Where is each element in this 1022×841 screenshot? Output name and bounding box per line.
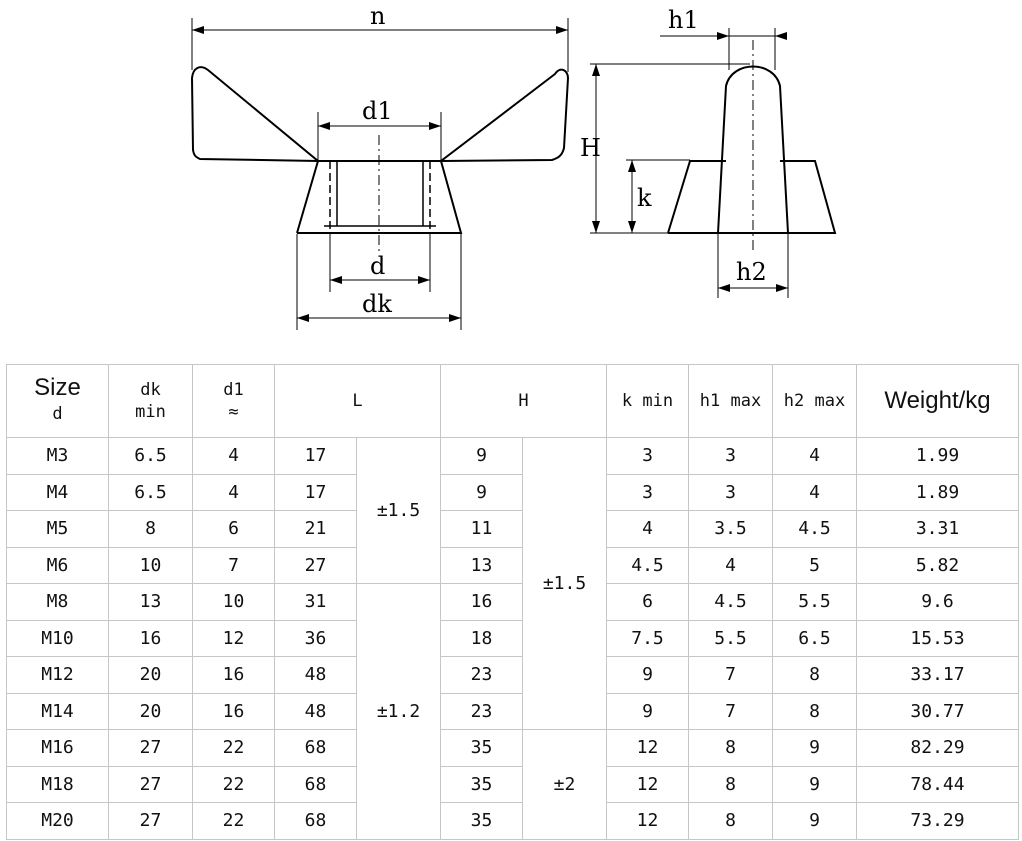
cell-h1: 7 bbox=[689, 657, 773, 694]
cell-L: 36 bbox=[275, 620, 357, 657]
cell-h2: 5 bbox=[773, 547, 857, 584]
cell-L: 48 bbox=[275, 693, 357, 730]
label-d1: d1 bbox=[362, 97, 393, 125]
cell-size: M4 bbox=[7, 474, 109, 511]
cell-dk: 16 bbox=[109, 620, 193, 657]
cell-k: 4 bbox=[607, 511, 689, 548]
label-k: k bbox=[637, 184, 652, 212]
cell-size: M16 bbox=[7, 730, 109, 767]
label-d: d bbox=[370, 252, 386, 280]
dimension-table bbox=[6, 364, 1019, 840]
cell-L: 27 bbox=[275, 547, 357, 584]
cell-H: 18 bbox=[441, 620, 523, 657]
cell-d1: 10 bbox=[193, 584, 275, 621]
cell-dk: 8 bbox=[109, 511, 193, 548]
cell-h1: 8 bbox=[689, 730, 773, 767]
table-row bbox=[7, 693, 1019, 730]
cell-d1: 4 bbox=[193, 474, 275, 511]
cell-d1: 22 bbox=[193, 803, 275, 840]
cell-size: M5 bbox=[7, 511, 109, 548]
cell-d1: 16 bbox=[193, 693, 275, 730]
cell-d1: 6 bbox=[193, 511, 275, 548]
cell-H: 23 bbox=[441, 693, 523, 730]
header-dk: dk min bbox=[109, 365, 193, 438]
cell-dk: 27 bbox=[109, 730, 193, 767]
cell-h1: 3 bbox=[689, 438, 773, 475]
cell-h1: 5.5 bbox=[689, 620, 773, 657]
cell-d1: 22 bbox=[193, 766, 275, 803]
cell-weight: 15.53 bbox=[857, 620, 1019, 657]
cell-L: 68 bbox=[275, 803, 357, 840]
header-L: L bbox=[275, 365, 441, 438]
cell-H-tolerance: ±2 bbox=[523, 730, 607, 840]
header-weight: Weight/kg bbox=[857, 365, 1019, 438]
cell-weight: 5.82 bbox=[857, 547, 1019, 584]
side-view bbox=[590, 28, 835, 298]
cell-h2: 9 bbox=[773, 803, 857, 840]
cell-size: M3 bbox=[7, 438, 109, 475]
cell-H: 16 bbox=[441, 584, 523, 621]
cell-H: 35 bbox=[441, 803, 523, 840]
label-dk: dk bbox=[362, 290, 392, 318]
cell-h1: 4.5 bbox=[689, 584, 773, 621]
label-h2: h2 bbox=[736, 258, 767, 286]
cell-size: M14 bbox=[7, 693, 109, 730]
table-row bbox=[7, 474, 1019, 511]
header-h2: h2 max bbox=[773, 365, 857, 438]
wing-nut-drawing bbox=[0, 0, 1022, 345]
cell-L-tolerance: ±1.5 bbox=[357, 438, 441, 584]
cell-d1: 7 bbox=[193, 547, 275, 584]
cell-H: 23 bbox=[441, 657, 523, 694]
cell-h2: 4.5 bbox=[773, 511, 857, 548]
cell-size: M10 bbox=[7, 620, 109, 657]
cell-k: 12 bbox=[607, 730, 689, 767]
cell-size: M20 bbox=[7, 803, 109, 840]
cell-L-tolerance: ±1.2 bbox=[357, 584, 441, 840]
header-d1: d1 ≈ bbox=[193, 365, 275, 438]
cell-dk: 27 bbox=[109, 766, 193, 803]
side-view-outline bbox=[668, 161, 835, 233]
header-h1: h1 max bbox=[689, 365, 773, 438]
front-view-outline bbox=[192, 67, 568, 233]
cell-k: 12 bbox=[607, 766, 689, 803]
cell-k: 6 bbox=[607, 584, 689, 621]
cell-L: 68 bbox=[275, 730, 357, 767]
label-h1: h1 bbox=[668, 6, 699, 34]
cell-H: 35 bbox=[441, 730, 523, 767]
cell-h2: 6.5 bbox=[773, 620, 857, 657]
cell-h2: 9 bbox=[773, 766, 857, 803]
cell-dk: 20 bbox=[109, 693, 193, 730]
cell-d1: 4 bbox=[193, 438, 275, 475]
cell-weight: 30.77 bbox=[857, 693, 1019, 730]
cell-weight: 73.29 bbox=[857, 803, 1019, 840]
cell-H: 35 bbox=[441, 766, 523, 803]
cell-h1: 7 bbox=[689, 693, 773, 730]
cell-weight: 82.29 bbox=[857, 730, 1019, 767]
cell-h1: 8 bbox=[689, 803, 773, 840]
cell-H: 9 bbox=[441, 438, 523, 475]
cell-k: 12 bbox=[607, 803, 689, 840]
cell-h1: 8 bbox=[689, 766, 773, 803]
cell-dk: 10 bbox=[109, 547, 193, 584]
cell-k: 9 bbox=[607, 657, 689, 694]
cell-h1: 3.5 bbox=[689, 511, 773, 548]
table-row bbox=[7, 584, 1019, 621]
cell-k: 3 bbox=[607, 438, 689, 475]
cell-k: 7.5 bbox=[607, 620, 689, 657]
label-n: n bbox=[370, 2, 386, 30]
table-row bbox=[7, 620, 1019, 657]
cell-L: 17 bbox=[275, 474, 357, 511]
cell-h2: 5.5 bbox=[773, 584, 857, 621]
cell-size: M6 bbox=[7, 547, 109, 584]
cell-h2: 8 bbox=[773, 693, 857, 730]
cell-H: 13 bbox=[441, 547, 523, 584]
cell-h2: 8 bbox=[773, 657, 857, 694]
cell-h1: 3 bbox=[689, 474, 773, 511]
cell-L: 68 bbox=[275, 766, 357, 803]
cell-dk: 20 bbox=[109, 657, 193, 694]
table-row bbox=[7, 730, 1019, 767]
cell-H: 11 bbox=[441, 511, 523, 548]
cell-k: 4.5 bbox=[607, 547, 689, 584]
table-row bbox=[7, 766, 1019, 803]
cell-L: 21 bbox=[275, 511, 357, 548]
table-row bbox=[7, 511, 1019, 548]
cell-dk: 6.5 bbox=[109, 438, 193, 475]
front-view bbox=[192, 18, 568, 330]
cell-L: 48 bbox=[275, 657, 357, 694]
table-row bbox=[7, 803, 1019, 840]
cell-size: M8 bbox=[7, 584, 109, 621]
cell-weight: 1.99 bbox=[857, 438, 1019, 475]
table-row bbox=[7, 547, 1019, 584]
cell-h2: 9 bbox=[773, 730, 857, 767]
cell-weight: 1.89 bbox=[857, 474, 1019, 511]
cell-L: 31 bbox=[275, 584, 357, 621]
header-H: H bbox=[441, 365, 607, 438]
cell-weight: 9.6 bbox=[857, 584, 1019, 621]
cell-h2: 4 bbox=[773, 438, 857, 475]
cell-h2: 4 bbox=[773, 474, 857, 511]
table-row bbox=[7, 657, 1019, 694]
table-header-row bbox=[7, 365, 1019, 438]
cell-d1: 16 bbox=[193, 657, 275, 694]
header-size: Size d bbox=[7, 365, 109, 438]
cell-H-tolerance: ±1.5 bbox=[523, 438, 607, 730]
cell-dk: 13 bbox=[109, 584, 193, 621]
cell-dk: 27 bbox=[109, 803, 193, 840]
header-k: k min bbox=[607, 365, 689, 438]
cell-size: M12 bbox=[7, 657, 109, 694]
cell-weight: 3.31 bbox=[857, 511, 1019, 548]
cell-L: 17 bbox=[275, 438, 357, 475]
cell-size: M18 bbox=[7, 766, 109, 803]
label-H: H bbox=[580, 134, 601, 162]
cell-h1: 4 bbox=[689, 547, 773, 584]
cell-k: 9 bbox=[607, 693, 689, 730]
cell-weight: 78.44 bbox=[857, 766, 1019, 803]
cell-H: 9 bbox=[441, 474, 523, 511]
cell-d1: 22 bbox=[193, 730, 275, 767]
cell-d1: 12 bbox=[193, 620, 275, 657]
cell-weight: 33.17 bbox=[857, 657, 1019, 694]
table-row bbox=[7, 438, 1019, 475]
cell-dk: 6.5 bbox=[109, 474, 193, 511]
cell-k: 3 bbox=[607, 474, 689, 511]
